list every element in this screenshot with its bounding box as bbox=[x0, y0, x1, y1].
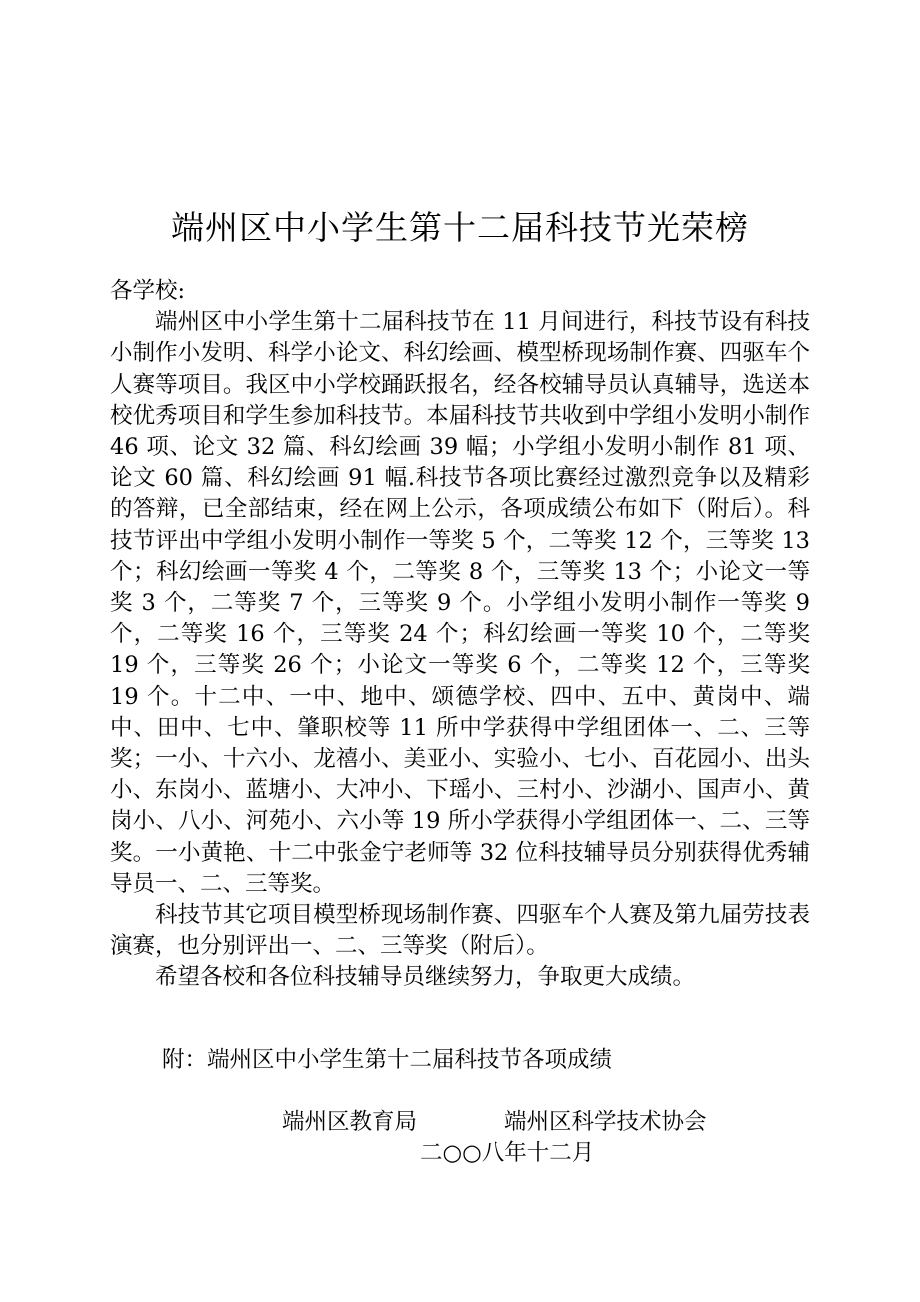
signatory-education-bureau: 端州区教育局 bbox=[282, 1109, 418, 1135]
document-body bbox=[110, 276, 810, 994]
signatory-science-association: 端州区科学技术协会 bbox=[504, 1109, 707, 1135]
attachment-note: 附：端州区中小学生第十二届科技节各项成绩 bbox=[162, 1047, 613, 1073]
paragraph-main: 端州区中小学生第十二届科技节在 11 月间进行，科技节设有科技小制作小发明、科学小论文、科幻绘画、模型桥现场制作赛、四驱车个人赛等项目。我区中小学校踊跃报名，经各校辅导员认真辅导，选送本校优秀项目和学生参加科技节。本届科技节共收到中学组小发明小制作 46 项、论文 32 篇、科幻绘画 39 幅；小学组小发明小制作 81 项、论文 60 篇、科幻绘画 91 幅.科技节各项比赛经过激烈竞争以及精彩的答辩，已全部结束，经在网上公示，各项成绩公布如下（附后）。科技节评出中学组小发明小制作一等奖 5 个，二等奖 12 个，三等奖 13 个；科幻绘画一等奖 4 个，二等奖 8 个，三等奖 13 个；小论文一等奖 3 个，二等奖 7 个，三等奖 9 个。小学组小发明小制作一等奖 9 个，二等奖 16 个，三等奖 24 个；科幻绘画一等奖 10 个，二等奖 19 个，三等奖 26 个；小论文一等奖 6 个，二等奖 12 个，三等奖 19 个。十二中、一中、地中、颂德学校、四中、五中、黄岗中、端中、田中、七中、肇职校等 11 所中学获得中学组团体一、二、三等奖；一小、十六小、龙禧小、美亚小、实验小、七小、百花园小、出头小、东岗小、蓝塘小、大冲小、下瑶小、三村小、沙湖小、国声小、黄岗小、八小、河苑小、六小等 19 所小学获得小学组团体一、二、三等奖。一小黄艳、十二中张金宁老师等 32 位科技辅导员分别获得优秀辅导员一、二、三等奖。 bbox=[110, 309, 810, 897]
document-date: 二○○八年十二月 bbox=[420, 1140, 595, 1166]
document-title: 端州区中小学生第十二届科技节光荣榜 bbox=[171, 208, 749, 247]
paragraph-other-projects: 科技节其它项目模型桥现场制作赛、四驱车个人赛及第九届劳技表演赛，也分别评出一、二、三等奖（附后）。 bbox=[110, 902, 810, 960]
paragraph-closing: 希望各校和各位科技辅导员继续努力，争取更大成绩。 bbox=[155, 964, 696, 991]
salutation: 各学校: bbox=[110, 278, 186, 304]
signature-row bbox=[0, 1107, 920, 1141]
